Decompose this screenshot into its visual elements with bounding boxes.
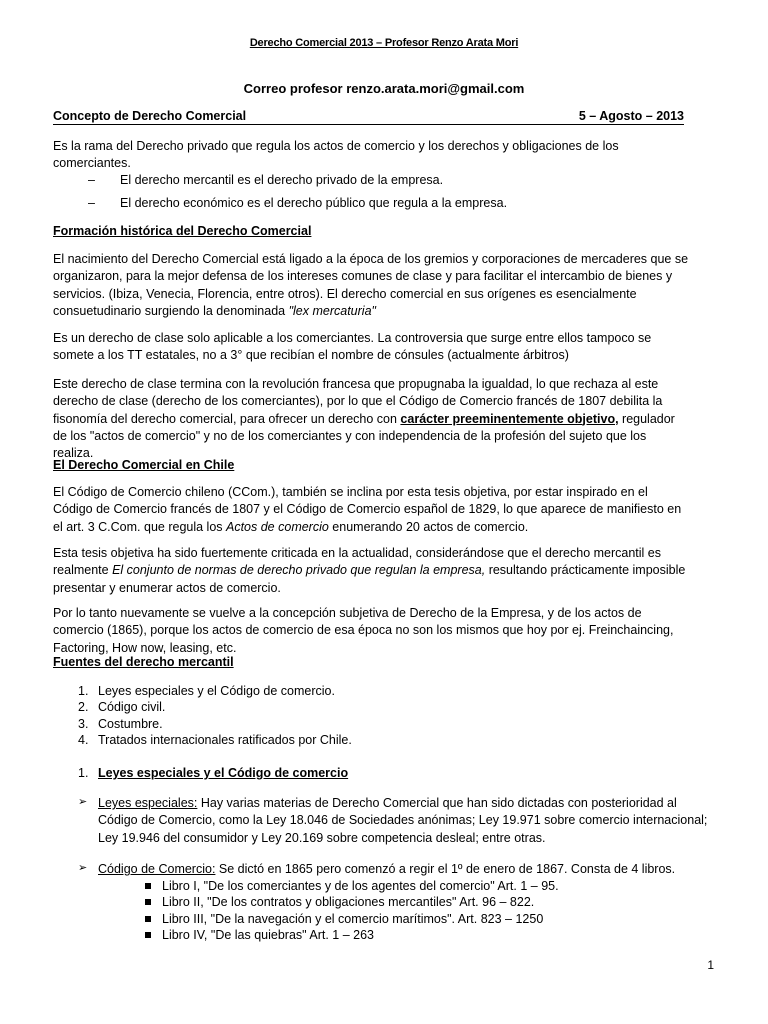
- concept-date: 5 – Agosto – 2013: [578, 109, 684, 123]
- formacion-paragraph-1: El nacimiento del Derecho Comercial está ligado a la época de los gremios y corporaciones de mercaderes que se organizaron, para la mejor defensa de los intereses comunes de clase y para facilitar el intercambio de bienes y servicios. (Ibiza, Venecia, Florencia, entre otros). El derecho comercial en sus orígenes es esencialmente consuetudinario surgiendo la denominada "lex mercaturia": [53, 252, 689, 318]
- formacion-paragraph-2: Es un derecho de clase solo aplicable a los comerciantes. La controversia que surge entre ellos tampoco se somete a los TT estatales, no a 3° que recibían el nombre de cónsules (actualmente árbitros): [53, 331, 652, 363]
- section-title-chile: El Derecho Comercial en Chile: [53, 458, 235, 472]
- page-number: 1: [707, 958, 714, 972]
- list-item: 1. Leyes especiales y el Código de comercio.: [78, 684, 335, 698]
- page-header: Derecho Comercial 2013 – Profesor Renzo Arata Mori: [249, 37, 519, 49]
- list-item: Libro II, "De los contratos y obligaciones mercantiles" Art. 96 – 822.: [145, 894, 645, 910]
- formacion-paragraph-3: Este derecho de clase termina con la revolución francesa que propugnaba la igualdad, lo que rechaza al este derecho de clase (derecho de los comerciantes), por lo que el Código de Comercio francés de 1807 debilita la fisonomía del derecho comercial, para ofrecer un derecho con carácter preeminentemente objetivo, regulador de los "actos de comercio" y no de los comerciantes y con independencia de la profesión del sujeto que los realiza.: [53, 377, 675, 460]
- list-item: Libro IV, "De las quiebras" Art. 1 – 263: [145, 927, 645, 943]
- list-item: 2. Código civil.: [78, 700, 166, 715]
- arrow-bullet-icon: ➢: [78, 796, 88, 808]
- chile-paragraph-1: El Código de Comercio chileno (CCom.), también se inclina por esta tesis objetiva, por estar inspirado en el Código de Comercio francés de 1807 y el Código de Comercio español de 1829, lo que aparece de manifiesto en el art. 3 C.Com. que regula los Actos de comercio enumerando 20 actos de comercio.: [53, 485, 682, 534]
- section-title-formacion: Formación histórica del Derecho Comercial: [53, 224, 312, 238]
- list-item: 3. Costumbre.: [78, 716, 163, 731]
- leyes-especiales-item: ➢ Leyes especiales: Hay varias materias de Derecho Comercial que han sido dictadas con posterioridad al Código de Comercio, como la Ley 18.046 de Sociedades anónimas; Ley 19.971 sobre comercio internacional; Ley 19.946 del consumidor y Ley 20.169 sobre competencia desleal; entre otras.: [78, 796, 708, 845]
- list-item: Libro I, "De los comerciantes y de los agentes del comercio" Art. 1 – 95.: [145, 878, 645, 894]
- section-heading-1: 1. Leyes especiales y el Código de comercio: [78, 766, 349, 780]
- concept-heading-row: [53, 109, 684, 125]
- arrow-bullet-icon: ➢: [78, 862, 88, 874]
- section-title-fuentes: Fuentes del derecho mercantil: [53, 655, 234, 669]
- email-line: Correo profesor renzo.arata.mori@gmail.com: [243, 81, 525, 96]
- concept-title: Concepto de Derecho Comercial: [53, 109, 247, 123]
- intro-points: [88, 172, 688, 219]
- intro-paragraph: Es la rama del Derecho privado que regula los actos de comercio y los derechos y obligaciones de los comerciantes.: [53, 139, 619, 171]
- list-item: Libro III, "De la navegación y el comercio marítimos". Art. 823 – 1250: [145, 911, 645, 927]
- list-item: 4. Tratados internacionales ratificados por Chile.: [78, 732, 352, 747]
- codigo-comercio-item: ➢ Código de Comercio: Se dictó en 1865 pero comenzó a regir el 1º de enero de 1867. Consta de 4 libros.: [78, 862, 676, 876]
- chile-paragraph-3: Por lo tanto nuevamente se vuelve a la concepción subjetiva de Derecho de la Empresa, y de los actos de comercio (1865), porque los actos de comercio de esa época no son los mismos que hoy por ej. Freinchaincing, Factoring, How now, leasing, etc.: [53, 606, 674, 655]
- libros-list: [145, 878, 645, 943]
- section-title-leyes: Leyes especiales y el Código de comercio: [98, 766, 349, 780]
- fuentes-list: [78, 683, 678, 748]
- chile-paragraph-2: Esta tesis objetiva ha sido fuertemente criticada en la actualidad, considerándose que el derecho mercantil es realmente El conjunto de normas de derecho privado que regulan la empresa, resultando prácticamente imposible presentar y enumerar actos de comercio.: [53, 546, 686, 595]
- list-item: – El derecho mercantil es el derecho privado de la empresa.: [88, 172, 688, 189]
- list-item: – El derecho económico es el derecho público que regula a la empresa.: [88, 195, 688, 212]
